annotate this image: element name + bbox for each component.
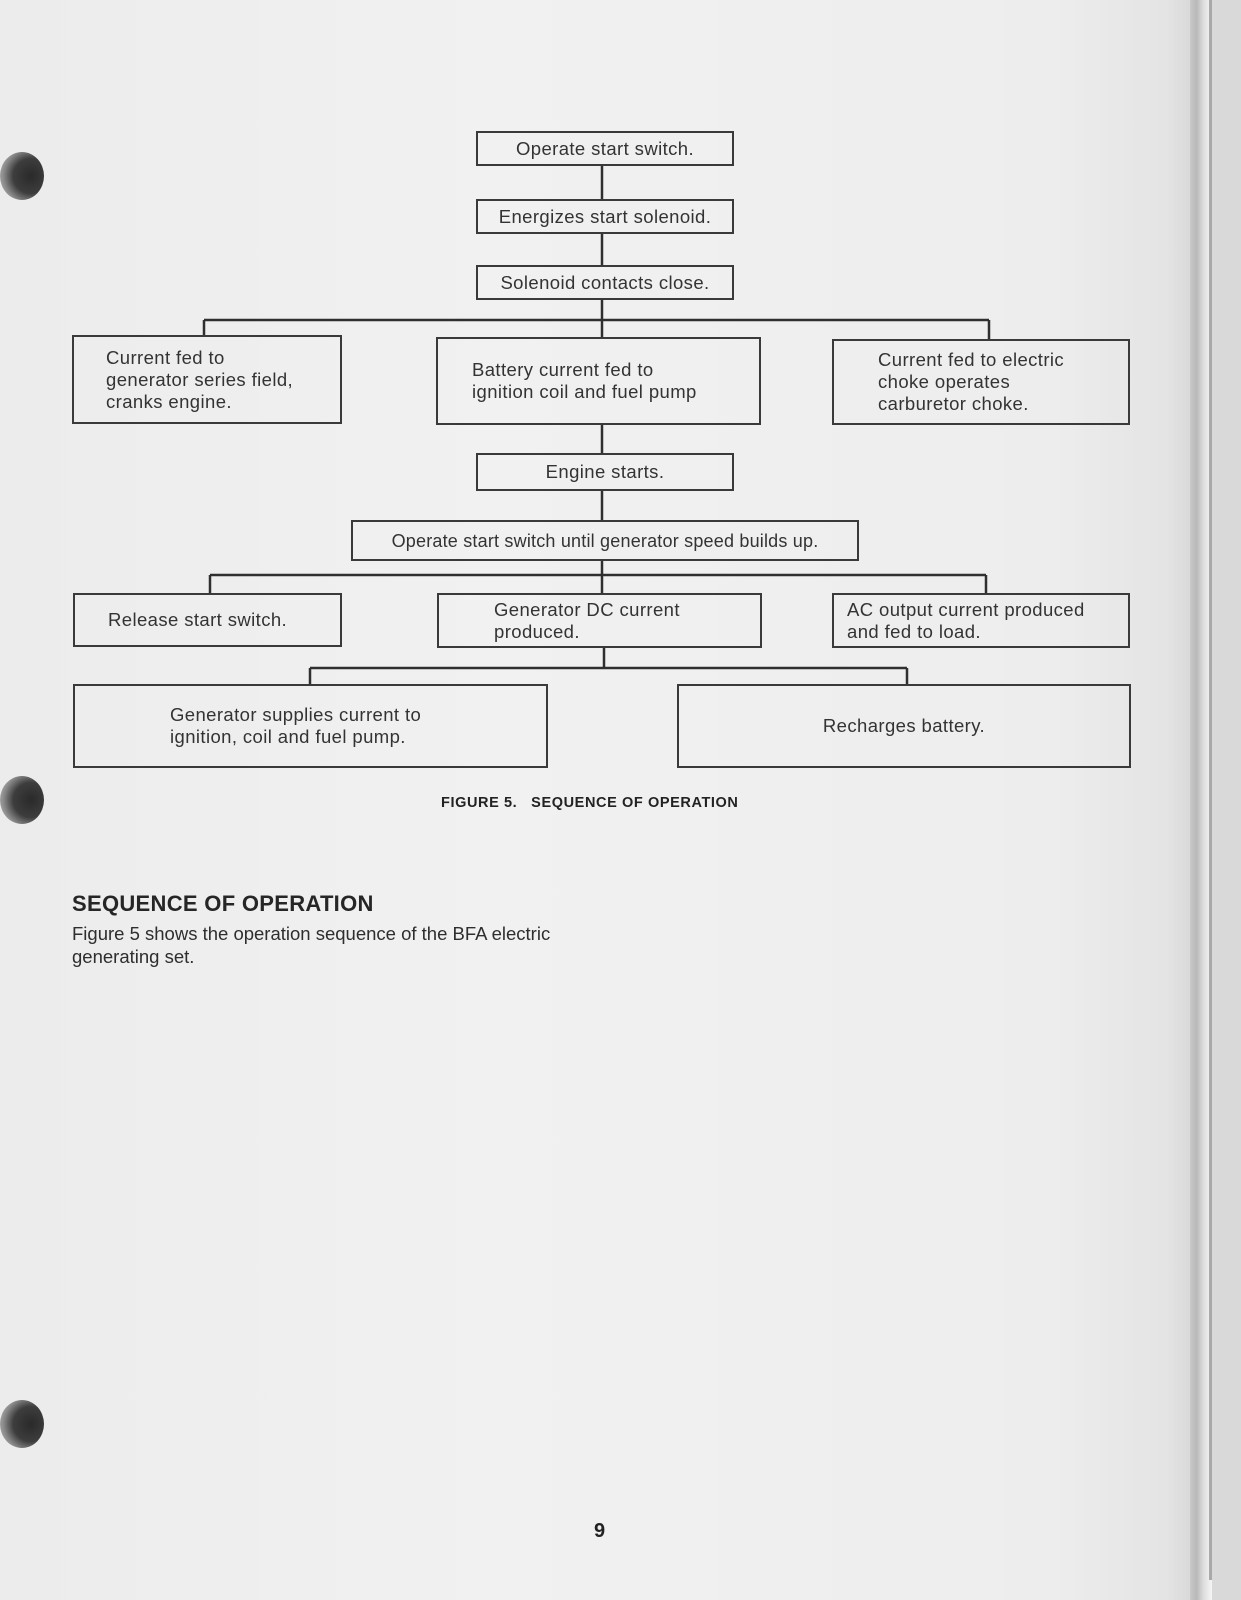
box-engine-starts: Engine starts. (476, 453, 734, 491)
section-heading: SEQUENCE OF OPERATION (72, 891, 374, 916)
box-operate-start-switch: Operate start switch. (476, 131, 734, 166)
box-battery-current-ignition: Battery current fed to ignition coil and fuel pump (436, 337, 761, 425)
box-energizes-start-solenoid: Energizes start solenoid. (476, 199, 734, 234)
box-electric-choke: Current fed to electric choke operates carburetor choke. (832, 339, 1130, 425)
box-operate-until-speed: Operate start switch until generator speed builds up. (351, 520, 859, 561)
box-current-generator-series-field: Current fed to generator series field, cranks engine. (72, 335, 342, 424)
box-solenoid-contacts-close: Solenoid contacts close. (476, 265, 734, 300)
box-generator-dc-current: Generator DC current produced. (437, 593, 762, 648)
page-number: 9 (594, 1520, 606, 1542)
figure-caption: FIGURE 5. SEQUENCE OF OPERATION (441, 795, 739, 811)
box-recharges-battery: Recharges battery. (677, 684, 1131, 768)
box-release-start-switch: Release start switch. (73, 593, 342, 647)
box-generator-supplies-current: Generator supplies current to ignition, coil and fuel pump. (73, 684, 548, 768)
box-ac-output-current: AC output current produced and fed to load. (832, 593, 1130, 648)
section-body: Figure 5 shows the operation sequence of the BFA electric generating set. (72, 923, 551, 967)
